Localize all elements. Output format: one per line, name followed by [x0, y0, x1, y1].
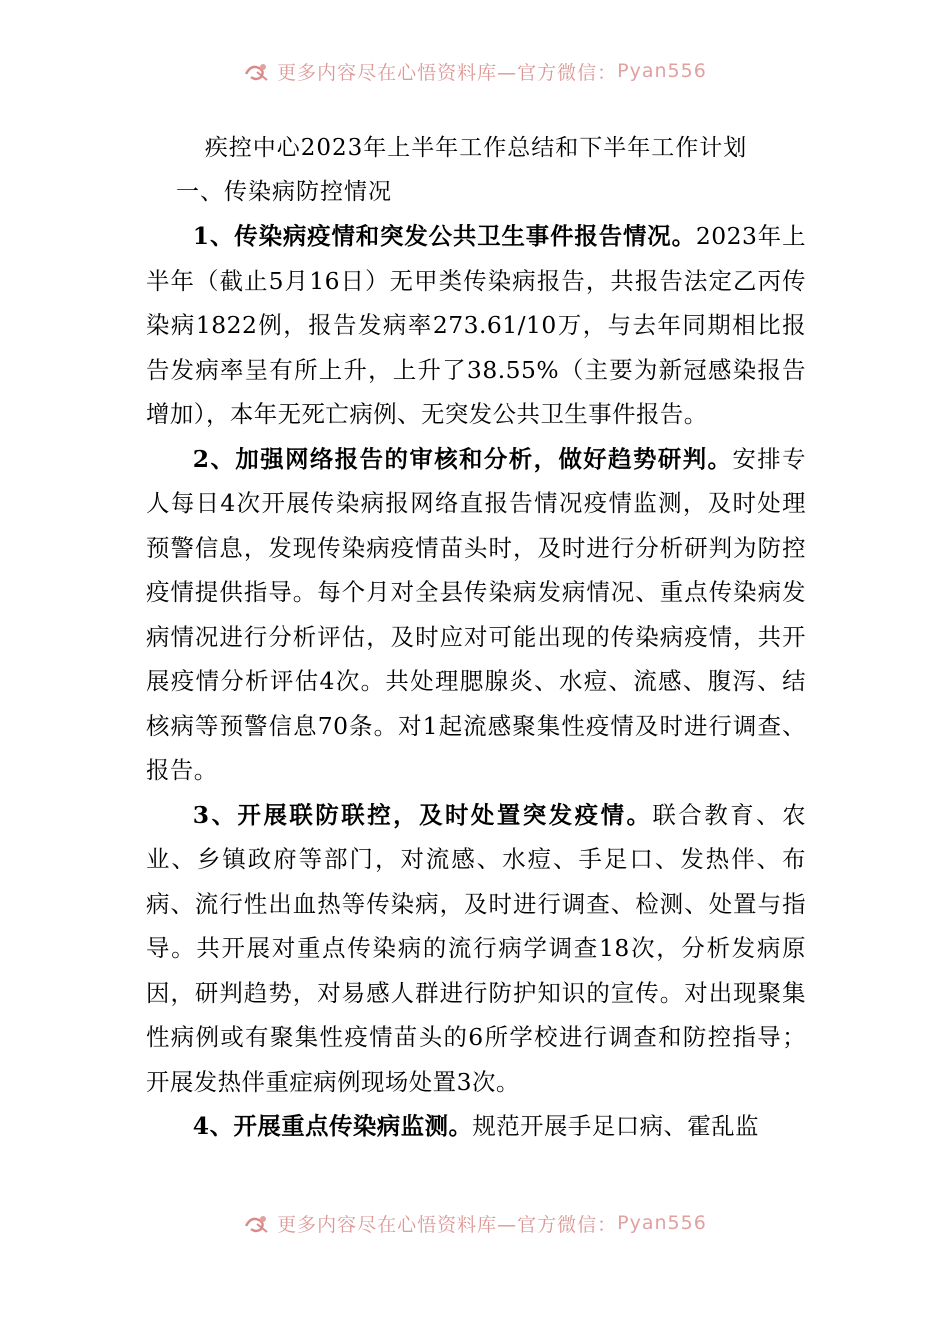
paragraph-2: [146, 437, 806, 793]
paragraph-1-lead: 1、传染病疫情和突发公共卫生事件报告情况。: [192, 222, 696, 250]
paragraph-1: [146, 214, 806, 437]
watermark-text: 更多内容尽在心悟资料库—官方微信：: [277, 61, 618, 84]
paragraph-3: [146, 793, 806, 1105]
document-title: 疾控中心2023年上半年工作总结和下半年工作计划: [204, 135, 748, 161]
paragraph-4-lead: 4、开展重点传染病监测。: [192, 1112, 473, 1140]
document-body: [146, 126, 806, 1149]
watermark-id: Pyan556: [617, 1212, 707, 1234]
watermark-logo-icon: [243, 1212, 271, 1234]
paragraph-1-body: 2023年上半年（截止5月16日）无甲类传染病报告，共报告法定乙丙传染病1822例，报告发病率273.61/10万，与去年同期相比报告发病率呈有所上升，上升了38.55%（主要为新冠感染报告增加），本年无死亡病例、无突发公共卫生事件报告。: [146, 222, 806, 428]
paragraph-2-lead: 2、加强网络报告的审核和分析，做好趋势研判。: [192, 444, 733, 473]
section-heading-1: 一、传染病防控情况: [176, 179, 392, 205]
paragraph-3-body: 联合教育、农业、乡镇政府等部门，对流感、水痘、手足口、发热伴、布病、流行性出血热等传染病，及时进行调查、检测、处置与指导。共开展对重点传染病的流行病学调查18次，分析发病原因，研判趋势，对易感人群进行防护知识的宣传。对出现聚集性病例或有聚集性疫情苗头的6所学校进行调查和防控指导；开展发热伴重症病例现场处置3次。: [146, 800, 807, 1096]
watermark-banner-top: [0, 58, 950, 84]
paragraph-3-lead: 3、开展联防联控，及时处置突发疫情。: [192, 800, 653, 829]
paragraph-4-body: 规范开展手足口病、霍乱监: [472, 1112, 760, 1140]
watermark-text: 更多内容尽在心悟资料库—官方微信：: [277, 1213, 618, 1236]
watermark-banner-bottom: [0, 1210, 950, 1236]
paragraph-4: [146, 1104, 806, 1149]
watermark-id: Pyan556: [617, 60, 707, 82]
watermark-logo-icon: [243, 60, 271, 82]
paragraph-2-body: 安排专人每日4次开展传染病报网络直报告情况疫情监测，及时处理预警信息，发现传染病疫情苗头时，及时进行分析研判为防控疫情提供指导。每个月对全县传染病发病情况、重点传染病发病情况进行分析评估，及时应对可能出现的传染病疫情，共开展疫情分析评估4次。共处理腮腺炎、水痘、流感、腹泻、结核病等预警信息70条。对1起流感聚集性疫情及时进行调查、报告。: [146, 444, 806, 784]
